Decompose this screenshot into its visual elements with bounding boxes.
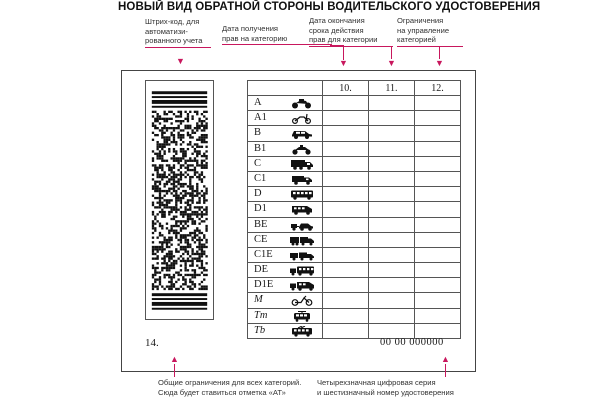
- category-label: CE: [254, 233, 268, 245]
- category-cell: [248, 323, 323, 338]
- date-received-cell: [323, 278, 369, 293]
- page-title: НОВЫЙ ВИД ОБРАТНОЙ СТОРОНЫ ВОДИТЕЛЬСКОГО УДОСТОВЕРЕНИЯ: [118, 1, 541, 13]
- category-cell: [248, 171, 323, 186]
- date-expiry-cell: [369, 111, 415, 126]
- category-label: M: [254, 294, 263, 306]
- category-cell: [248, 247, 323, 262]
- date-expiry-cell: [369, 308, 415, 323]
- date-expiry-cell: [369, 202, 415, 217]
- minibus-icon: [290, 204, 314, 215]
- table-row: [248, 111, 461, 126]
- callout-general: Общие ограничения для всех категорий. Сюда будет ставиться отметка «АТ»: [158, 378, 302, 397]
- date-expiry-cell: [369, 263, 415, 278]
- category-cell: [248, 156, 323, 171]
- category-label: D1E: [254, 279, 274, 291]
- restrictions-cell: [415, 263, 461, 278]
- category-cell: [248, 263, 323, 278]
- category-label: C: [254, 157, 262, 169]
- field-14-label: 14.: [145, 337, 159, 349]
- truck-trailer-icon: [290, 235, 314, 246]
- restrictions-cell: [415, 278, 461, 293]
- callout-date-expiry: Дата окончания срока действия прав для категории: [309, 16, 393, 47]
- category-cell: [248, 141, 323, 156]
- category-cell: [248, 111, 323, 126]
- header-cell: [248, 81, 323, 96]
- category-cell: [248, 96, 323, 111]
- header-cell-11: 11.: [369, 81, 415, 96]
- date-received-cell: [323, 141, 369, 156]
- car-icon: [290, 128, 314, 139]
- restrictions-cell: [415, 247, 461, 262]
- serial-number: 00 00 000000: [380, 337, 444, 348]
- category-label: Tm: [254, 309, 268, 321]
- trolleybus-icon: [290, 326, 314, 337]
- date-received-cell: [323, 111, 369, 126]
- restrictions-cell: [415, 217, 461, 232]
- category-cell: [248, 278, 323, 293]
- barcode-arrow-icon: ▼: [176, 56, 185, 66]
- table-row: [248, 247, 461, 262]
- category-cell: [248, 308, 323, 323]
- table-row: [248, 171, 461, 186]
- date-expiry-cell: [369, 156, 415, 171]
- light-truck-icon: [290, 174, 314, 185]
- restrictions-cell: [415, 293, 461, 308]
- restrictions-cell: [415, 187, 461, 202]
- category-label: C1E: [254, 248, 273, 260]
- table-row: [248, 156, 461, 171]
- date-expiry-cell: [369, 96, 415, 111]
- date-received-cell: [323, 308, 369, 323]
- barcode-2d: [145, 80, 214, 320]
- date-expiry-cell: [369, 171, 415, 186]
- category-label: A1: [254, 112, 267, 124]
- header-cell-12: 12.: [415, 81, 461, 96]
- general-arrow-icon: ▲: [170, 354, 179, 364]
- date-expiry-cell: [369, 141, 415, 156]
- restrictions-cell: [415, 111, 461, 126]
- date-received-arrow-icon: ▼: [339, 58, 348, 68]
- category-label: D: [254, 188, 262, 200]
- restrictions-cell: [415, 171, 461, 186]
- truck-icon: [290, 159, 314, 170]
- minibus-trailer-icon: [290, 280, 314, 291]
- restrictions-cell: [415, 202, 461, 217]
- category-label: B: [254, 127, 262, 139]
- table-row: [248, 293, 461, 308]
- header-cell-10: 10.: [323, 81, 369, 96]
- quad-icon: [290, 144, 314, 155]
- table-row: [248, 232, 461, 247]
- date-expiry-cell: [369, 232, 415, 247]
- category-cell: [248, 126, 323, 141]
- category-label: BE: [254, 218, 268, 230]
- callout-restrictions: Ограничения на управление категорией: [397, 16, 463, 47]
- category-label: A: [254, 97, 262, 108]
- table-row: [248, 187, 461, 202]
- category-label: B1: [254, 142, 267, 154]
- light-truck-trailer-icon: [290, 250, 314, 261]
- leader-line: [174, 364, 175, 377]
- motorcycle-icon: [290, 98, 314, 109]
- callout-series: Четырехзначная цифровая серия и шестизначный номер удостоверения: [317, 378, 454, 397]
- category-label: C1: [254, 172, 267, 184]
- table-row: [248, 278, 461, 293]
- leader-line: [445, 364, 446, 377]
- scooter-icon: [290, 113, 314, 124]
- date-received-cell: [323, 232, 369, 247]
- date-received-cell: [323, 293, 369, 308]
- restrictions-cell: [415, 156, 461, 171]
- bus-icon: [290, 189, 314, 200]
- category-cell: [248, 232, 323, 247]
- restrictions-cell: [415, 141, 461, 156]
- category-label: D1: [254, 203, 267, 215]
- moped-icon: [290, 295, 314, 306]
- date-received-cell: [323, 263, 369, 278]
- table-row: [248, 126, 461, 141]
- date-expiry-cell: [369, 187, 415, 202]
- tram-icon: [290, 311, 314, 322]
- date-expiry-cell: [369, 293, 415, 308]
- table-row: [248, 202, 461, 217]
- date-expiry-cell: [369, 126, 415, 141]
- date-received-cell: [323, 171, 369, 186]
- callout-barcode: Штрих-код, для автоматизи- рованного учета: [145, 17, 211, 48]
- date-received-cell: [323, 247, 369, 262]
- restrictions-cell: [415, 232, 461, 247]
- date-expiry-arrow-icon: ▼: [387, 58, 396, 68]
- category-cell: [248, 293, 323, 308]
- callout-date-received: Дата получения прав на категорию: [222, 24, 332, 45]
- table-row: [248, 263, 461, 278]
- table-row: [248, 217, 461, 232]
- date-received-cell: [323, 187, 369, 202]
- category-cell: [248, 217, 323, 232]
- date-expiry-cell: [369, 217, 415, 232]
- date-received-cell: [323, 217, 369, 232]
- bus-trailer-icon: [290, 265, 314, 276]
- date-received-cell: [323, 126, 369, 141]
- category-label: DE: [254, 264, 268, 276]
- date-received-cell: [323, 202, 369, 217]
- categories-table: [247, 80, 461, 339]
- date-received-cell: [323, 96, 369, 111]
- series-arrow-icon: ▲: [441, 354, 450, 364]
- table-row: [248, 308, 461, 323]
- category-label: Tb: [254, 324, 266, 336]
- category-cell: [248, 202, 323, 217]
- category-cell: [248, 187, 323, 202]
- table-row: [248, 96, 461, 111]
- date-expiry-cell: [369, 278, 415, 293]
- restrictions-cell: [415, 96, 461, 111]
- table-header-row: [248, 81, 461, 96]
- date-received-cell: [323, 323, 369, 338]
- date-expiry-cell: [369, 247, 415, 262]
- table-row: [248, 141, 461, 156]
- restrictions-cell: [415, 308, 461, 323]
- car-trailer-icon: [290, 220, 314, 231]
- restrictions-cell: [415, 126, 461, 141]
- restrictions-arrow-icon: ▼: [435, 58, 444, 68]
- date-received-cell: [323, 156, 369, 171]
